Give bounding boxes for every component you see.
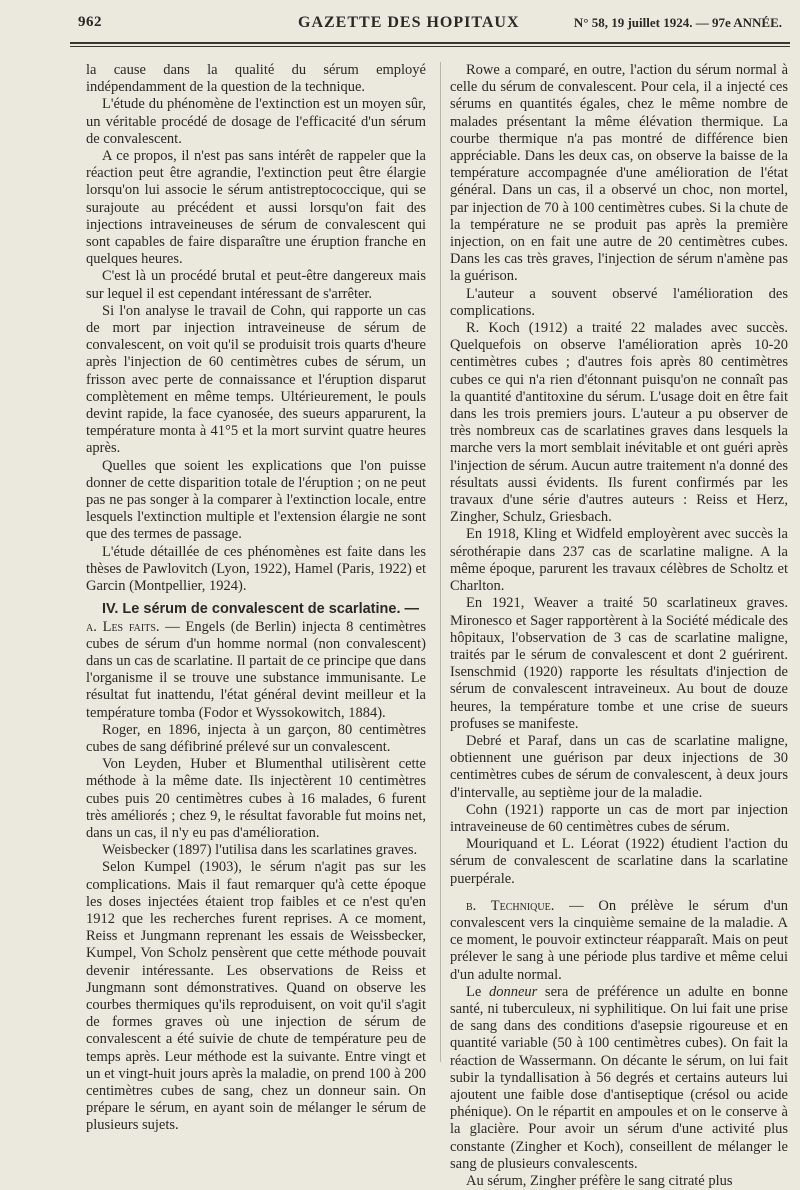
- paragraph: Debré et Paraf, dans un cas de scarlatine maligne, obtiennent une guérison par deux injections de 30 centimètres cubes de sérum de convalescent, à deux jours d'intervalle, au septième jour de la maladie.: [450, 732, 788, 801]
- issue-info: N° 58, 19 juillet 1924. — 97e ANNÉE.: [573, 15, 782, 30]
- paragraph: Roger, en 1896, injecta à un garçon, 80 centimètres cubes de sang défibriné prélevé sur un convalescent.: [86, 721, 426, 755]
- journal-title: GAZETTE DES HOPITAUX: [298, 14, 520, 31]
- paragraph: Cohn (1921) rapporte un cas de mort par injection intraveineuse de 60 centimètres cubes de sérum.: [450, 801, 788, 835]
- paragraph: C'est là un procédé brutal et peut-être dangereux mais sur lequel il est cependant intéressant de s'arrêter.: [86, 268, 426, 302]
- paragraph: [450, 984, 788, 1173]
- paragraph: Weisbecker (1897) l'utilisa dans les scarlatines graves.: [102, 842, 418, 859]
- paragraph: [86, 619, 426, 722]
- emphasis: donneur: [488, 983, 538, 1000]
- paragraph-text: Le: [466, 983, 489, 1000]
- paragraph: Mouriquand et L. Léorat (1922) étudient l'action du sérum de convalescent de scarlatine dans la scarlatine puerpérale.: [450, 836, 788, 887]
- paragraph: A ce propos, il n'est pas sans intérêt de rappeler que la réaction peut être agrandie, l'extinction peut être élargie lorsqu'on lui associe le sérum antistreptococcique, qui se surajoute au précédent et aussi lorsqu'on fait des injections intraveineuses de sérum de convalescent qui sont capables de faire disparaître une éruption franche en quelques heures.: [86, 148, 426, 268]
- section-title: IV. Le sérum de convalescent de scarlatine. —: [102, 601, 419, 618]
- paragraph-text: — On prélève le sérum d'un convalescent vers la cinquième semaine de la maladie. A ce moment, le pouvoir extincteur réapparaît. Mais on peut prélever le sang à une période plus tardive et même celui d'un adulte normal.: [450, 897, 788, 983]
- paragraph: R. Koch (1912) a traité 22 malades avec succès. Quelquefois on observe l'amélioration après 10-20 centimètres cubes ; d'autres fois après 80 centimètres cubes ce qui n'a rien d'étonnant puisqu'on ne connaît pas la quantité d'antitoxine du sérum. L'usage doit en être fait dans les trois premiers jours. L'auteur a pu observer de très nombreux cas de scarlatines graves dans lesquels la marche vers la mort semblait inévitable et ont guéri après l'injection de sérum. Aucun autre traitement n'a donné des résultats aussi évidents. Ils furent confirmés par les travaux d'une série d'autres auteurs : Reiss et Herz, Zingher, Schulz, Griesbach.: [450, 320, 788, 526]
- paragraph: L'étude du phénomène de l'extinction est un moyen sûr, un véritable procédé de dosage de l'efficacité d'un sérum de convalescent.: [86, 96, 426, 147]
- header-rule-thick: [70, 42, 790, 44]
- right-column: [450, 62, 788, 1190]
- paragraph: Selon Kumpel (1903), le sérum n'agit pas sur les complications. Mais il faut remarquer qu'à cette époque les doses injectées étaient trop faibles et ce n'est qu'en 1912 que les recherches furent reprises. A ce moment, Reiss et Jungmann reprenant les essais de Weissbecker, Kumpel, Von Scholz pensèrent que cette méthode pouvait devenir intéressante. Les observations de Reiss et Jungmann sont démonstratives. Quand on observe les courbes thermiques qu'ils reproduisent, on voit qu'il s'agit de formes graves où une injection de sérum de convalescent a été suivie de chute de température peu de temps après. Leur méthode est la suivante. Entre vingt et un et vingt-huit jours après la maladie, on prend 100 à 200 centimètres cubes de sang, chez un donneur sain. On prépare le sérum, en ayant soin de mélanger le sérum de plusieurs sujets.: [86, 859, 426, 1134]
- paragraph: Si l'on analyse le travail de Cohn, qui rapporte un cas de mort par injection intraveineuse de sérum de convalescent, on voit qu'il se produisit trois quarts d'heure après l'injection de 60 centimètres cubes de sérum, un frisson avec perte de connaissance et l'éruption disparut complètement en même temps. Ultérieurement, le pouls devint rapide, la face cyanosée, des sueurs apparurent, la température monta à 41°5 et la mort survint quatre heures après.: [86, 302, 426, 457]
- subsection-lead: b. Technique.: [466, 897, 555, 914]
- subsection-lead: a. Les faits.: [86, 618, 160, 635]
- paragraph: L'auteur a souvent observé l'amélioration des complications.: [450, 285, 788, 319]
- paragraph-text: — Engels (de Berlin) injecta 8 centimètres cubes de sérum d'un homme normal (non convalescent) dans un cas de scarlatine. Il partait de ce principe que dans l'organisme il se trouve une substance immunisante. Le résultat fut inattendu, l'état général devint meilleur et la température tomba (Fodor et Wyssokowitch, 1884).: [86, 618, 426, 721]
- paragraph: Von Leyden, Huber et Blumenthal utilisèrent cette méthode à la même date. Ils injectèrent 10 centimètres cubes puis 20 centimètres cubes à 16 malades, 6 furent très améliorés ; chez 9, le résultat favorable fut moins net, dans un cas, il n'y eu pas d'amélioration.: [86, 756, 426, 841]
- page-header: [78, 14, 782, 38]
- left-column: [86, 62, 426, 1135]
- paragraph-text: sera de préférence un adulte en bonne santé, ni tuberculeux, ni syphilitique. On lui fait une prise de sang dans des conditions d'asepsie rigoureuse et en quantité variable (50 à 100 centimètres cubes). On fait la réaction de Wassermann. On décante le sérum, on lui fait subir la tyndallisation à 56 degrés et certains auteurs lui ajoutent une faible dose d'antiseptique (crésol ou acide phénique). On le répartit en ampoules et on le conserve à la glacière. Pour avoir un sérum d'une activité plus constante (Zingher et Koch), conseillent de mélanger le sang de plusieurs convalescents.: [450, 983, 788, 1172]
- paragraph: Quelles que soient les explications que l'on puisse donner de cette disparition totale de l'éruption ; on ne peut pas ne pas songer à la comparer à l'extinction locale, entre lesquels l'extinction multiple et l'extension élargie ne sont que des termes de passage.: [86, 457, 426, 543]
- paragraph: [450, 898, 788, 984]
- paragraph: En 1918, Kling et Widfeld employèrent avec succès la sérothérapie dans 237 cas de scarlatine maligne. A la même époque, parurent les travaux célèbres de Scholtz et Charlton.: [450, 526, 788, 595]
- paragraph: Rowe a comparé, en outre, l'action du sérum normal à celle du sérum de convalescent. Pour cela, il a injecté ces sérums en quantités égales, chez le même nombre de malades présentant la même élévation thermique. La courbe thermique n'a pas montré de différence bien appréciable. Dans les deux cas, on observe la baisse de la température accompagnée d'une amélioration de l'état général. Dans un cas, il a observé un choc, non mortel, par injection de 70 à 100 centimètres cubes. Si la chute de la température ne se produit pas après la première injection, on en fait une autre de 20 centimètres cubes. Dans les cas très graves, l'injection de sérum n'amène pas la guérison.: [450, 62, 788, 285]
- header-rule-thin: [70, 46, 790, 47]
- paragraph: la cause dans la qualité du sérum employé indépendamment de la question de la technique.: [86, 62, 426, 96]
- paragraph: L'étude détaillée de ces phénomènes est faite dans les thèses de Pawlovitch (Lyon, 1922), Hamel (Paris, 1922) et Garcin (Montpellier, 1924).: [86, 543, 426, 595]
- paragraph: En 1921, Weaver a traité 50 scarlatineux graves. Mironesco et Sager rapportèrent à la Société médicale des hôpitaux, l'observation de 3 cas de scarlatine maligne, traités par le sérum de convalescent et dont 2 guérirent. Isenschmid (1920) rapporte les résultats d'injection de sérum de convalescent intraveineux. Au bout de douze heures, la température tombe et une crise de sueurs profuses se manifeste.: [450, 595, 788, 732]
- paragraph: Au sérum, Zingher préfère le sang citraté plus: [466, 1173, 733, 1189]
- page-number: 962: [78, 14, 102, 30]
- column-separator: [440, 62, 441, 1062]
- spacer: [450, 888, 788, 898]
